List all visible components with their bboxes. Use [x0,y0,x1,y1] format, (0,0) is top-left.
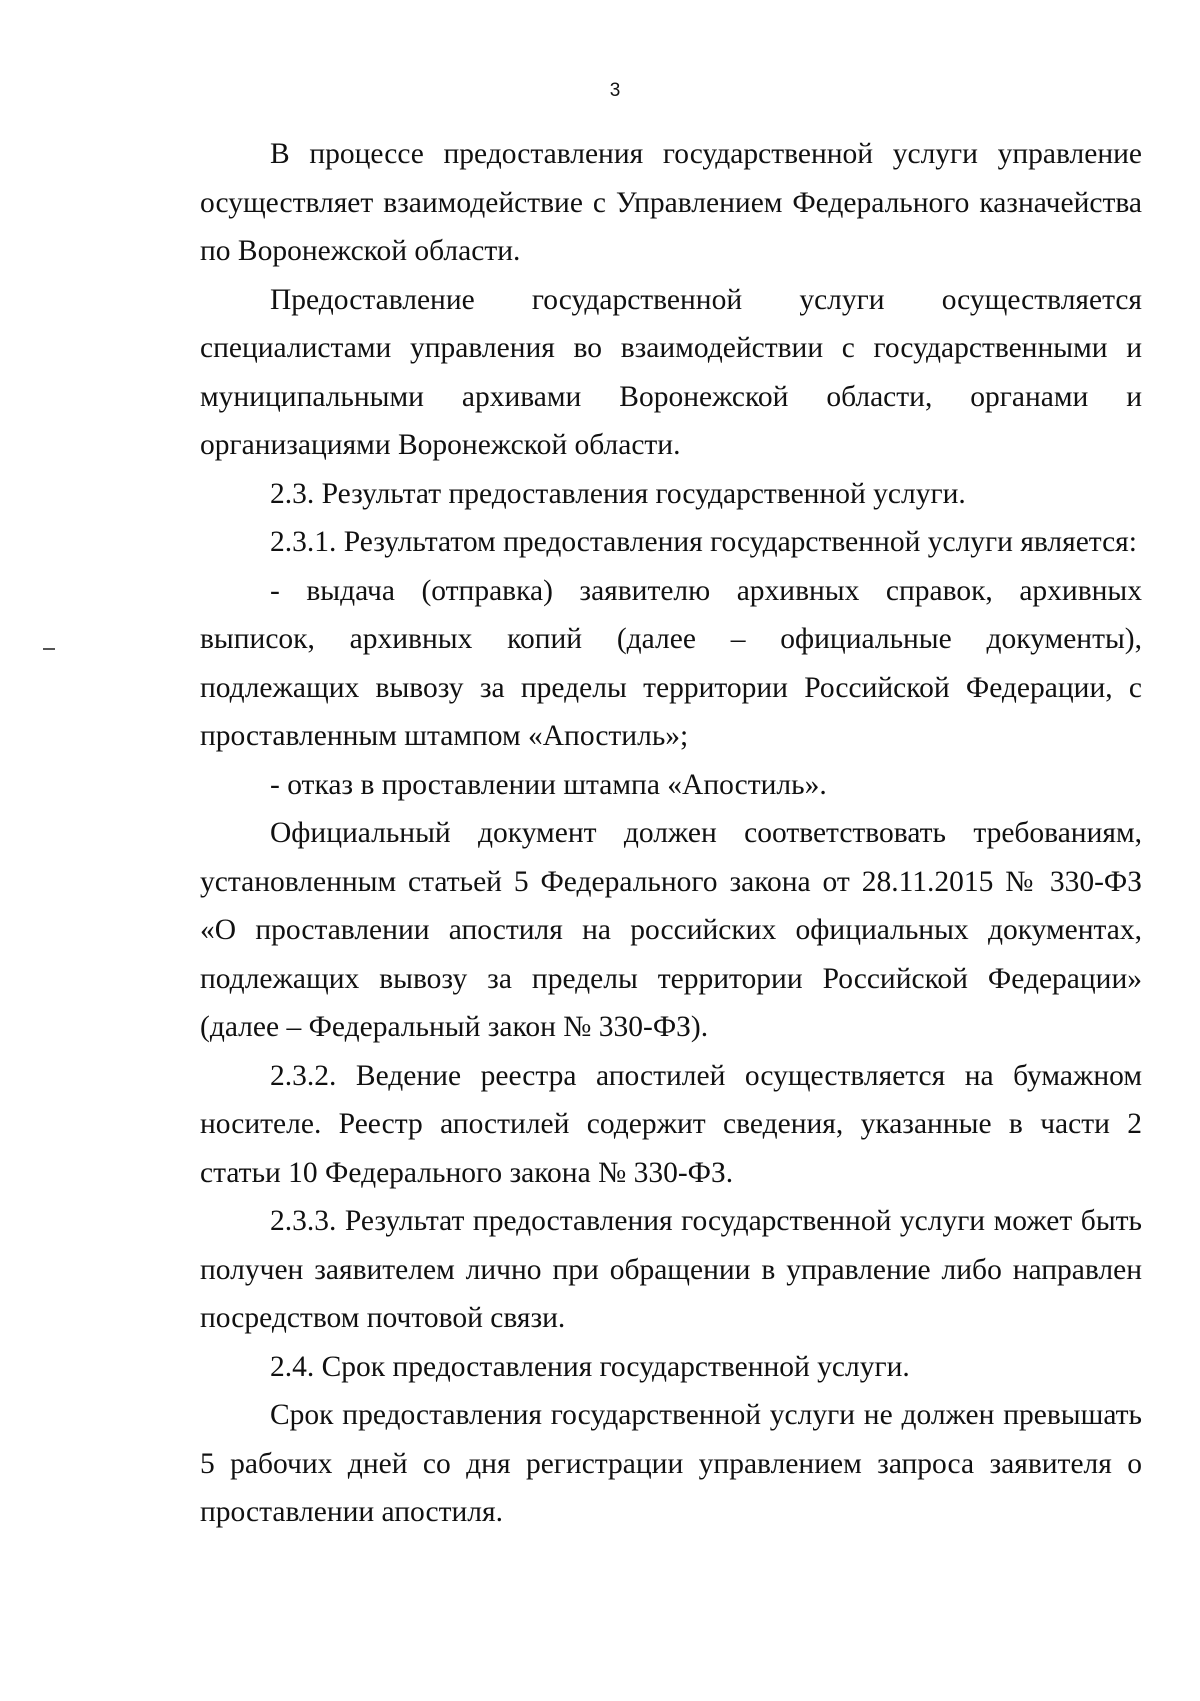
section-heading-2-3: 2.3. Результат предоставления государственной услуги. [270,477,966,510]
document-body [200,130,1142,1537]
page-number: 3 [609,80,621,101]
section-heading-2-4: 2.4. Срок предоставления государственной услуги. [270,1350,910,1383]
paragraph-2-3-3: 2.3.3. Результат предоставления государственной услуги может быть получен заявителем лично при обращении в управление либо направлен посредством почтовой связи. [200,1205,1142,1334]
paragraph-interaction: В процессе предоставления государственной услуги управление осуществляет взаимодействие с Управлением Федерального казначейства по Воронежской области. [200,138,1142,267]
paragraph-term: Срок предоставления государственной услуги не должен превышать 5 рабочих дней со дня регистрации управлением запроса заявителя о проставлении апостиля. [200,1399,1142,1528]
paragraph-official-document: Официальный документ должен соответствовать требованиям, установленным статьей 5 Федерального закона от 28.11.2015 № 330-ФЗ «О проставлении апостиля на российских официальных документах, подлежащих вывозу за пределы территории Российской Федерации» (далее – Федеральный закон № 330-ФЗ). [200,817,1142,1043]
list-item-refusal: - отказ в проставлении штампа «Апостиль». [270,768,827,801]
paragraph-specialists: Предоставление государственной услуги осуществляется специалистами управления во взаимодействии с государственными и муниципальными архивами Воронежской области, органами и организациями Воронежской области. [200,283,1142,461]
paragraph-2-3-1: 2.3.1. Результатом предоставления государственной услуги является: [270,526,1137,558]
paragraph-2-3-2: 2.3.2. Ведение реестра апостилей осуществляется на бумажном носителе. Реестр апостилей содержит сведения, указанные в части 2 статьи 10 Федерального закона № 330-ФЗ. [200,1059,1142,1189]
list-item-issuance: - выдача (отправка) заявителю архивных справок, архивных выписок, архивных копий (далее – официальные документы), подлежащих вывозу за пределы территории Российской Федерации, с проставленным штампом «Апостиль»; [200,574,1142,752]
margin-mark [43,648,55,650]
